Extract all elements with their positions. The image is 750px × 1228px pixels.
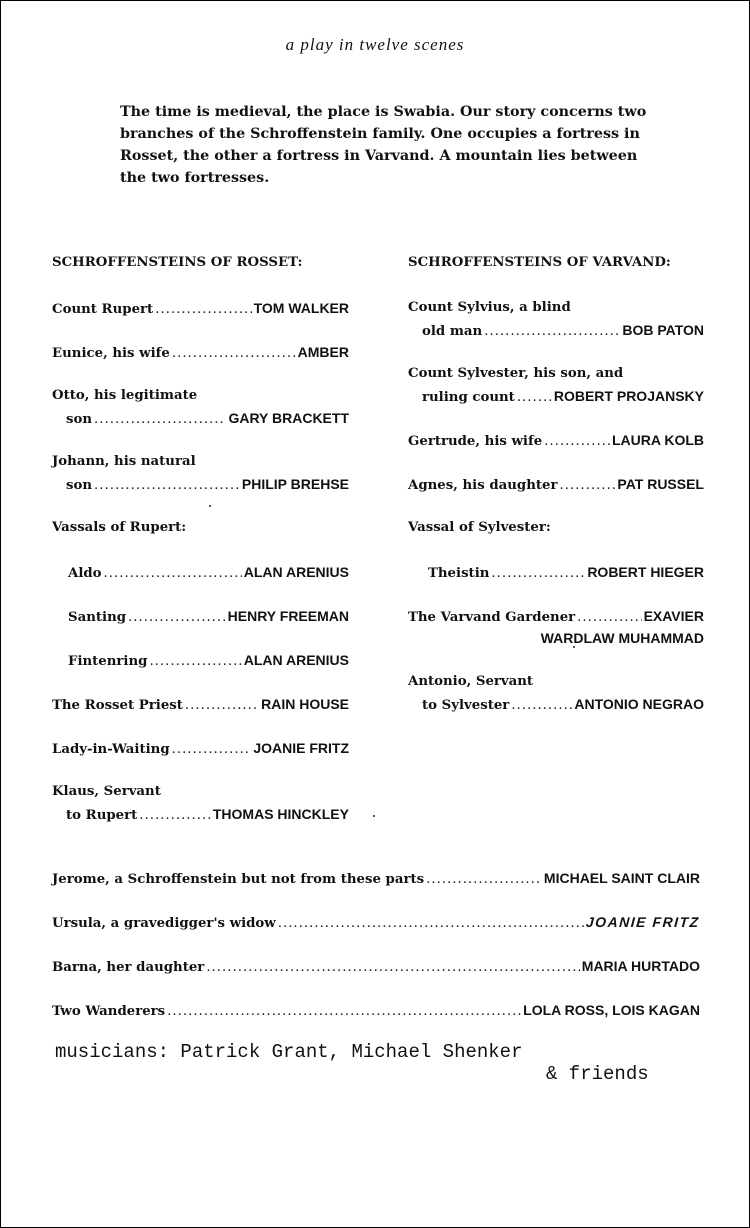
cast-entry	[408, 363, 704, 407]
print-speck	[573, 646, 575, 648]
actor-name: AMBER	[297, 344, 349, 360]
cast-group-label	[408, 517, 704, 539]
play-subtitle: a play in twelve scenes	[285, 35, 465, 54]
leader-dots	[517, 387, 552, 409]
role-name: old man	[422, 324, 483, 339]
cast-entry	[52, 297, 349, 319]
actor-name: HENRY FREEMAN	[227, 608, 349, 624]
actor-name: PAT RUSSEL	[617, 476, 704, 492]
varvand-heading: SCHROFFENSTEINS OF VARVAND:	[408, 255, 671, 270]
actor-name: LOLA ROSS, LOIS KAGAN	[523, 1002, 700, 1018]
role-name: The Rosset Priest	[52, 698, 183, 713]
actor-name: EXAVIER	[643, 608, 704, 624]
leader-dots	[149, 651, 241, 673]
leader-dots	[278, 913, 585, 935]
rosset-heading: SCHROFFENSTEINS OF ROSSET:	[52, 255, 303, 270]
cast-entry	[52, 649, 349, 671]
musicians-credit-continued: & friends	[546, 1063, 649, 1085]
cast-entry	[52, 911, 700, 933]
print-speck	[209, 505, 211, 507]
actor-name-continued: WARDLAW MUHAMMAD	[540, 630, 704, 646]
role-name: Ursula, a gravedigger's widow	[52, 916, 276, 931]
role-name: to Sylvester	[422, 698, 510, 713]
actor-name: ROBERT HIEGER	[587, 564, 704, 580]
role-name: Barna, her daughter	[52, 960, 205, 975]
cast-entry	[52, 781, 349, 825]
actor-name: ALAN ARENIUS	[243, 652, 349, 668]
leader-dots	[206, 957, 579, 979]
leader-dots	[167, 1001, 521, 1023]
role-name: Gertrude, his wife	[408, 434, 543, 449]
cast-entry	[52, 867, 700, 889]
leader-dots	[155, 299, 251, 321]
role-name: Theistin	[428, 566, 490, 581]
cast-entry	[408, 561, 704, 583]
role-name: Jerome, a Schroffenstein but not from these parts	[52, 872, 425, 887]
role-description: Antonio, Servant	[408, 674, 534, 689]
actor-name: ALAN ARENIUS	[243, 564, 349, 580]
leader-dots	[491, 563, 585, 585]
role-description: Count Sylvester, his son, and	[408, 366, 624, 381]
cast-entry	[52, 737, 349, 759]
leader-dots	[172, 343, 296, 365]
leader-dots	[484, 321, 620, 343]
actor-name: PHILIP BREHSE	[241, 476, 349, 492]
role-description: Count Sylvius, a blind	[408, 300, 571, 315]
leader-dots	[139, 805, 211, 827]
role-name: Two Wanderers	[52, 1004, 166, 1019]
actor-name: ANTONIO NEGRAO	[574, 696, 704, 712]
leader-dots	[104, 563, 242, 585]
role-name: son	[66, 412, 93, 427]
actor-name: TOM WALKER	[253, 300, 349, 316]
leader-dots	[577, 607, 641, 629]
role-name: The Varvand Gardener	[408, 610, 576, 625]
group-label: Vassals of Rupert:	[52, 520, 187, 535]
cast-entry	[52, 385, 349, 429]
cast-entry	[52, 341, 349, 363]
leader-dots	[94, 475, 240, 497]
cast-entry	[52, 605, 349, 627]
role-name: to Rupert	[66, 808, 138, 823]
actor-name: BOB PATON	[622, 322, 704, 338]
actor-name: MICHAEL SAINT CLAIR	[543, 870, 700, 886]
leader-dots	[544, 431, 610, 453]
cast-entry	[52, 999, 700, 1021]
cast-entry	[52, 693, 349, 715]
role-name: Count Rupert	[52, 302, 154, 317]
role-name: ruling count	[422, 390, 515, 405]
actor-name-handwritten: JOANIE FRITZ	[585, 914, 701, 930]
role-name: Agnes, his daughter	[408, 478, 558, 493]
role-description: Otto, his legitimate	[52, 388, 198, 403]
cast-entry	[408, 429, 704, 451]
cast-entry	[52, 955, 700, 977]
cast-entry	[408, 473, 704, 495]
role-name: Aldo	[68, 566, 102, 581]
cast-entry	[52, 451, 349, 495]
musicians-credit: musicians: Patrick Grant, Michael Shenker	[55, 1041, 523, 1063]
role-name: Fintenring	[68, 654, 148, 669]
actor-name: ROBERT PROJANSKY	[553, 388, 704, 404]
actor-name: THOMAS HINCKLEY	[212, 806, 349, 822]
role-name: Eunice, his wife	[52, 346, 170, 361]
leader-dots	[94, 409, 226, 431]
leader-dots	[185, 695, 259, 717]
cast-group-label	[52, 517, 349, 539]
cast-entry	[408, 671, 704, 715]
cast-entry	[408, 605, 704, 649]
cast-entry	[408, 297, 704, 341]
cast-entry	[52, 561, 349, 583]
role-description: Johann, his natural	[52, 454, 196, 469]
intro-paragraph: The time is medieval, the place is Swabia. Our story concerns two branches of the Schroffenstein family. One occupies a fortress in Rosset, the other a fortress in Varvand. A mountain lies between the two fortresses.	[120, 104, 647, 186]
leader-dots	[559, 475, 615, 497]
actor-name: LAURA KOLB	[611, 432, 704, 448]
leader-dots	[426, 869, 542, 891]
group-label: Vassal of Sylvester:	[408, 520, 551, 535]
role-name: Lady-in-Waiting	[52, 742, 170, 757]
role-description: Klaus, Servant	[52, 784, 161, 799]
actor-name: RAIN HOUSE	[261, 696, 349, 712]
actor-name: GARY BRACKETT	[228, 410, 349, 426]
print-speck	[373, 815, 375, 817]
leader-dots	[128, 607, 226, 629]
role-name: son	[66, 478, 93, 493]
actor-name: MARIA HURTADO	[581, 958, 700, 974]
leader-dots	[172, 739, 252, 761]
actor-name: JOANIE FRITZ	[253, 740, 349, 756]
leader-dots	[511, 695, 572, 717]
role-name: Santing	[68, 610, 127, 625]
